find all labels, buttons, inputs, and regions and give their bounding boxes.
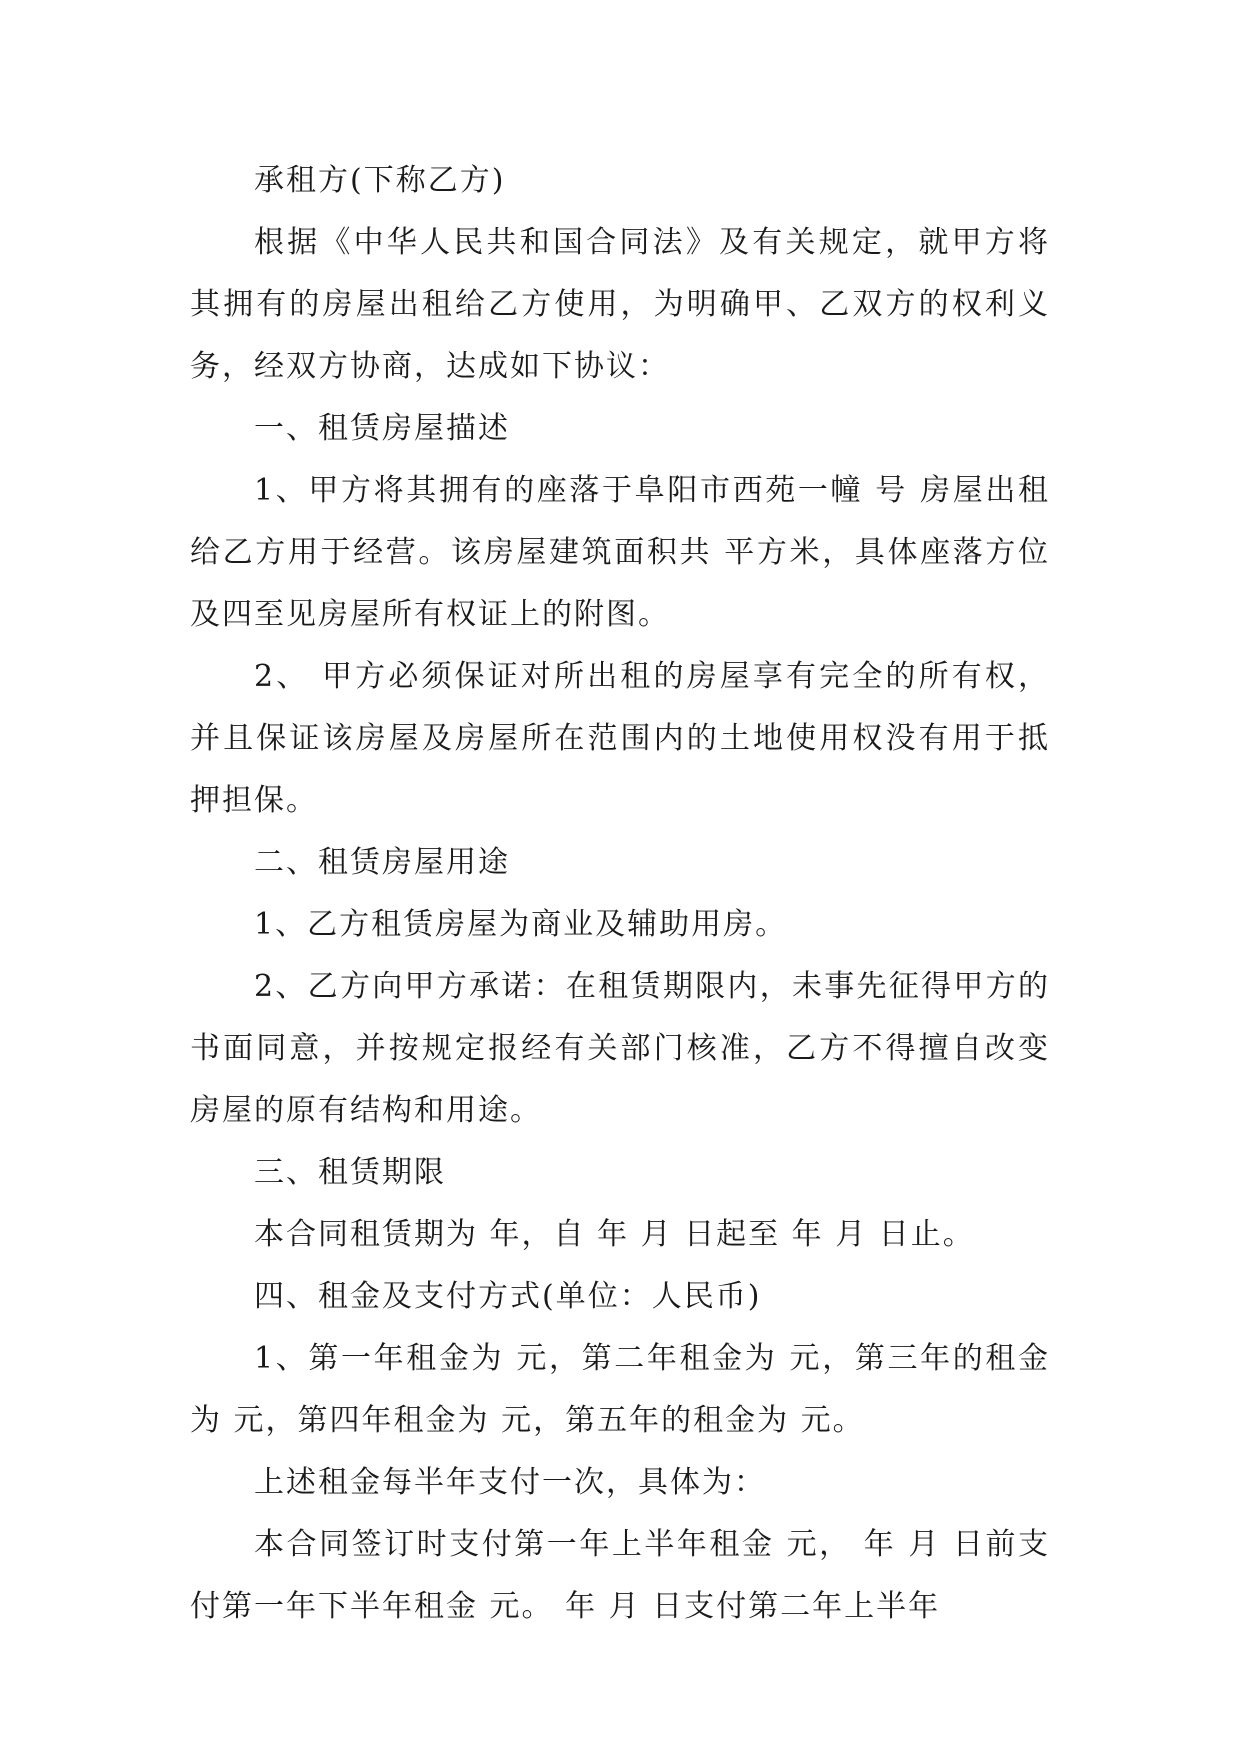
section-heading-usage: 二、租赁房屋用途	[254, 845, 510, 880]
paragraph-description-1: 1、甲方将其拥有的座落于阜阳市西苑一幢 号 房屋出租给乙方用于经营。该房屋建筑面积共 平方米，具体座落方位及四至见房屋所有权证上的附图。	[190, 473, 1050, 632]
section-heading-term: 三、租赁期限	[254, 1155, 446, 1190]
paragraph-rent-schedule-intro: 上述租金每半年支付一次，具体为：	[254, 1465, 766, 1500]
paragraph-usage-1: 1、乙方租赁房屋为商业及辅助用房。	[254, 907, 788, 942]
paragraph-rent-1: 1、第一年租金为 元，第二年租金为 元，第三年的租金为 元，第四年租金为 元，第五年的租金为 元。	[190, 1341, 1050, 1438]
paragraph-usage-2: 2、乙方向甲方承诺：在租赁期限内，未事先征得甲方的书面同意，并按规定报经有关部门核准，乙方不得擅自改变房屋的原有结构和用途。	[190, 969, 1050, 1128]
section-heading-description: 一、租赁房屋描述	[254, 411, 510, 446]
paragraph-lessee-heading: 承租方(下称乙方)	[254, 163, 506, 198]
contract-body	[190, 150, 1050, 1638]
paragraph-term: 本合同租赁期为 年，自 年 月 日起至 年 月 日止。	[254, 1217, 975, 1252]
paragraph-description-2: 2、 甲方必须保证对所出租的房屋享有完全的所有权，并且保证该房屋及房屋所在范围内的土地使用权没有用于抵押担保。	[190, 659, 1050, 818]
section-heading-rent: 四、租金及支付方式(单位：人民币)	[254, 1279, 762, 1314]
paragraph-preamble: 根据《中华人民共和国合同法》及有关规定，就甲方将其拥有的房屋出租给乙方使用，为明确甲、乙双方的权利义务，经双方协商，达成如下协议：	[190, 225, 1050, 384]
paragraph-rent-schedule: 本合同签订时支付第一年上半年租金 元， 年 月 日前支付第一年下半年租金 元。 年 月 日支付第二年上半年	[190, 1527, 1050, 1624]
